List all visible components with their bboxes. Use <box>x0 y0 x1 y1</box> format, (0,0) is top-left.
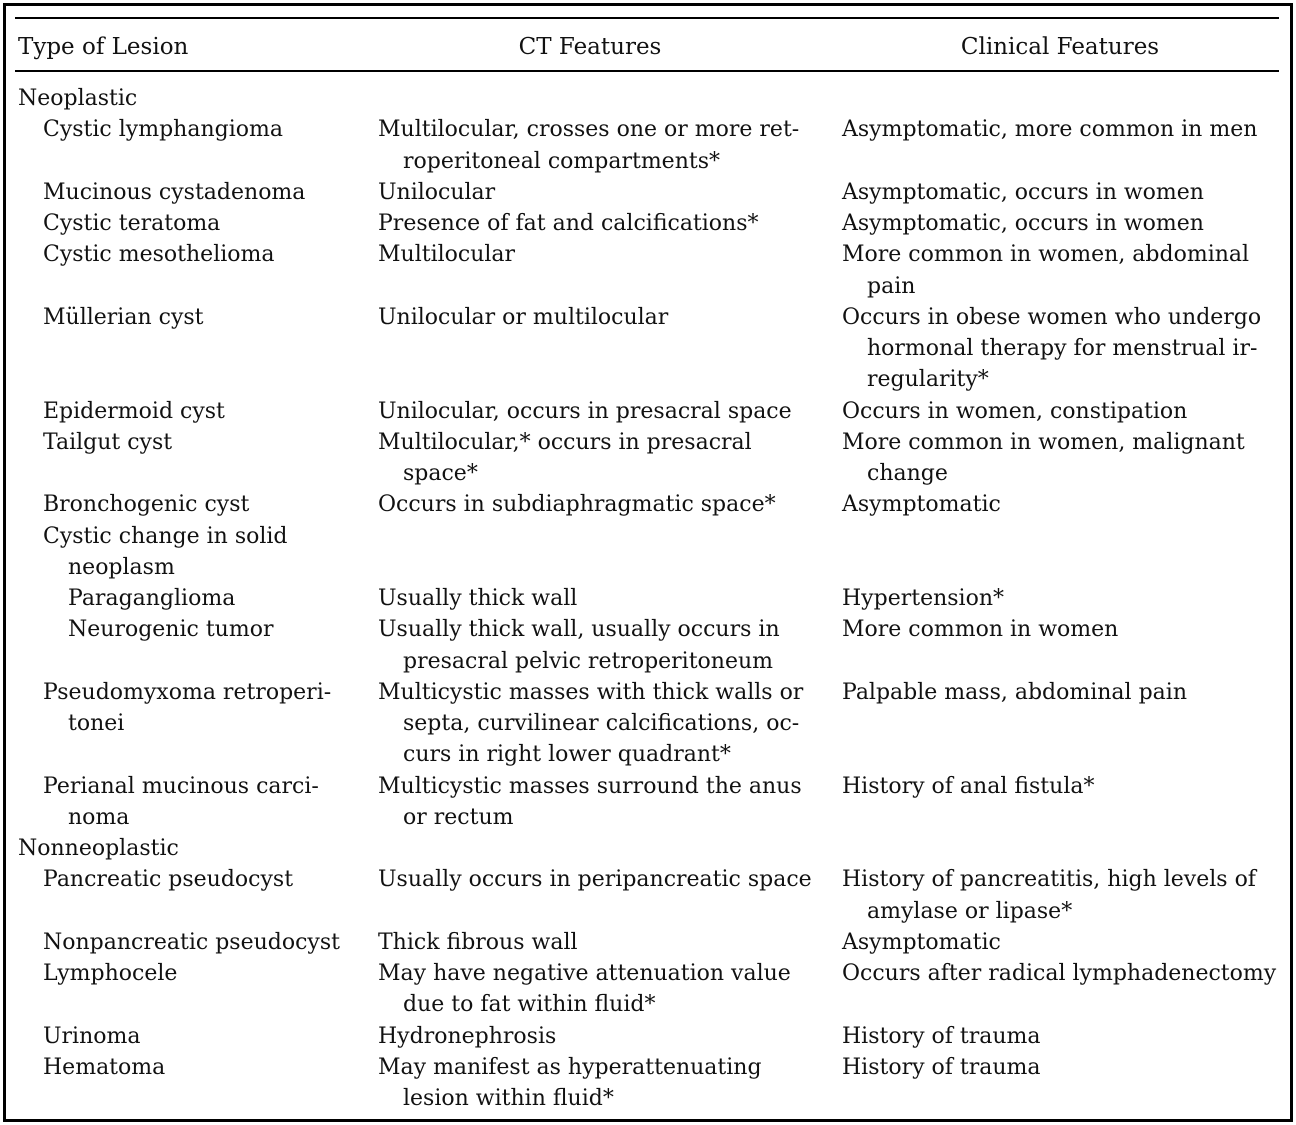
table-row <box>0 1021 1296 1052</box>
cell-line: Asymptomatic <box>842 492 1001 518</box>
cell-ct-features <box>378 864 812 895</box>
cell-lesion-type <box>68 614 273 645</box>
cell-line: More common in women, abdominal <box>842 242 1250 268</box>
table-row <box>0 521 1296 584</box>
cell-line: hormonal therapy for menstrual ir- <box>867 336 1258 361</box>
cell-line: Multilocular,* occurs in presacral <box>378 429 752 455</box>
table-row <box>0 239 1296 302</box>
cell-line: tonei <box>68 711 125 736</box>
cell-line: Occurs in obese women who undergo <box>842 304 1262 330</box>
cell-ct-features <box>378 958 791 1021</box>
cell-clinical-features <box>842 1052 1041 1083</box>
table-row <box>0 614 1296 677</box>
cell-lesion-type <box>43 958 177 989</box>
table-row <box>0 489 1296 520</box>
cell-line: Cystic change in solid <box>43 523 288 549</box>
cell-line: Nonpancreatic pseudocyst <box>43 929 340 955</box>
cell-clinical-features <box>842 864 1256 927</box>
table-row <box>0 396 1296 427</box>
cell-line: presacral pelvic retroperitoneum <box>403 648 774 674</box>
cell-ct-features <box>378 614 780 677</box>
cell-clinical-features <box>842 427 1245 490</box>
cell-line: Asymptomatic, occurs in women <box>842 211 1204 236</box>
cell-line: Hypertension* <box>842 586 1005 611</box>
cell-line: or rectum <box>403 804 514 830</box>
cell-lesion-type <box>43 1052 165 1083</box>
cell-lesion-type <box>43 677 331 740</box>
cell-lesion-type <box>43 177 305 208</box>
cell-ct-features <box>378 927 578 958</box>
cell-line: Occurs after radical lymphadenectomy <box>842 961 1277 986</box>
table-row <box>0 771 1296 834</box>
table-row <box>0 302 1296 396</box>
cell-line: Cystic mesothelioma <box>43 242 275 268</box>
cell-lesion-type <box>43 521 288 584</box>
group-heading <box>18 83 137 114</box>
group-heading <box>18 833 179 864</box>
cell-line: Neoplastic <box>18 86 138 111</box>
cell-line: Asymptomatic <box>842 929 1001 955</box>
cell-line: regularity* <box>867 367 989 393</box>
cell-line: Cystic teratoma <box>43 211 221 236</box>
cell-lesion-type <box>43 927 340 958</box>
cell-line: Unilocular or multilocular <box>378 304 669 330</box>
cell-line: Usually occurs in peripancreatic space <box>378 867 812 893</box>
cell-line: History of anal fistula* <box>842 773 1095 799</box>
cell-lesion-type <box>43 864 293 895</box>
cell-line: Multicystic masses with thick walls or <box>378 679 804 705</box>
cell-ct-features <box>378 177 495 208</box>
cell-line: Thick fibrous wall <box>378 929 578 955</box>
cell-clinical-features <box>842 396 1187 427</box>
table-row <box>0 958 1296 1021</box>
cell-lesion-type <box>68 583 235 614</box>
cell-ct-features <box>378 302 668 333</box>
cell-clinical-features <box>842 583 1004 614</box>
cell-clinical-features <box>842 489 1001 520</box>
cell-clinical-features <box>842 114 1257 145</box>
cell-ct-features <box>378 1021 556 1052</box>
cell-line: Usually thick wall <box>378 586 578 611</box>
column-header-ct: CT Features <box>518 34 662 60</box>
cell-lesion-type <box>43 239 274 270</box>
cell-line: Multilocular <box>378 242 516 268</box>
cell-line: History of trauma <box>842 1054 1041 1080</box>
cell-line: lesion within fluid* <box>403 1086 614 1111</box>
cell-ct-features <box>378 771 802 834</box>
cell-clinical-features <box>842 614 1118 645</box>
cell-line: curs in right lower quadrant* <box>403 742 731 768</box>
table-row <box>0 927 1296 958</box>
cell-ct-features <box>378 677 803 771</box>
cell-line: Paraganglioma <box>68 586 236 611</box>
cell-line: Multilocular, crosses one or more ret- <box>378 117 800 143</box>
cell-lesion-type <box>43 396 225 427</box>
cell-line: Bronchogenic cyst <box>43 492 250 518</box>
cell-lesion-type <box>43 302 204 333</box>
cell-ct-features <box>378 583 577 614</box>
cell-clinical-features <box>842 677 1187 708</box>
cell-line: Occurs in women, constipation <box>842 398 1188 424</box>
cell-line: Mucinous cystadenoma <box>43 179 306 205</box>
top-rule <box>15 17 1279 19</box>
cell-line: Urinoma <box>43 1023 141 1049</box>
cell-line: pain <box>867 273 916 299</box>
column-header-clinical: Clinical Features <box>960 34 1160 60</box>
cell-clinical-features <box>842 927 1001 958</box>
cell-ct-features <box>378 396 792 427</box>
header-rule <box>15 70 1279 72</box>
table-row <box>0 427 1296 490</box>
cell-line: Hematoma <box>43 1054 166 1080</box>
cell-line: due to fat within fluid* <box>403 992 656 1018</box>
cell-line: Müllerian cyst <box>43 304 204 330</box>
cell-ct-features <box>378 114 799 177</box>
table-row <box>0 208 1296 239</box>
cell-clinical-features <box>842 239 1249 302</box>
cell-line: Asymptomatic, more common in men <box>842 117 1258 143</box>
cell-line: noma <box>68 804 130 830</box>
cell-line: change <box>867 461 948 486</box>
cell-ct-features <box>378 1052 762 1115</box>
cell-line: neoplasm <box>68 554 175 580</box>
table-body <box>0 83 1296 1114</box>
cell-clinical-features <box>842 177 1204 208</box>
cell-lesion-type <box>43 489 249 520</box>
cell-clinical-features <box>842 302 1261 396</box>
cell-lesion-type <box>43 1021 141 1052</box>
cell-line: History of trauma <box>842 1023 1041 1049</box>
cell-ct-features <box>378 427 752 490</box>
cell-line: Pancreatic pseudocyst <box>43 867 294 893</box>
cell-ct-features <box>378 208 759 239</box>
cell-line: Neurogenic tumor <box>68 617 274 643</box>
table-row <box>0 864 1296 927</box>
cell-lesion-type <box>43 208 220 239</box>
cell-line: Palpable mass, abdominal pain <box>842 679 1187 705</box>
cell-line: More common in women <box>842 617 1119 643</box>
cell-line: Cystic lymphangioma <box>43 117 283 143</box>
cell-line: space* <box>403 461 478 486</box>
cell-line: Tailgut cyst <box>43 429 173 455</box>
table-row <box>0 177 1296 208</box>
cell-lesion-type <box>43 771 319 834</box>
cell-ct-features <box>378 489 776 520</box>
cell-line: amylase or lipase* <box>867 898 1073 924</box>
cell-lesion-type <box>43 114 283 145</box>
table-group-row <box>0 83 1296 114</box>
cell-line: septa, curvilinear calcifications, oc- <box>403 711 800 736</box>
cell-clinical-features <box>842 1021 1041 1052</box>
cell-line: Usually thick wall, usually occurs in <box>378 617 780 643</box>
table-row <box>0 583 1296 614</box>
cell-ct-features <box>378 239 515 270</box>
cell-lesion-type <box>43 427 172 458</box>
cell-line: May have negative attenuation value <box>378 961 791 986</box>
cell-clinical-features <box>842 208 1204 239</box>
cell-line: More common in women, malignant <box>842 429 1245 455</box>
cell-line: Unilocular <box>378 179 496 205</box>
cell-line: Hydronephrosis <box>378 1023 557 1049</box>
cell-line: Lymphocele <box>43 961 178 986</box>
cell-line: Multicystic masses surround the anus <box>378 773 802 799</box>
cell-line: Pseudomyxoma retroperi- <box>43 679 332 705</box>
cell-line: Occurs in subdiaphragmatic space* <box>378 492 776 518</box>
cell-line: Unilocular, occurs in presacral space <box>378 398 792 424</box>
cell-clinical-features <box>842 958 1276 989</box>
table-row <box>0 677 1296 771</box>
cell-line: Presence of fat and calcifications* <box>378 211 759 236</box>
cell-line: Asymptomatic, occurs in women <box>842 179 1204 205</box>
table-group-row <box>0 833 1296 864</box>
cell-line: May manifest as hyperattenuating <box>378 1054 762 1080</box>
table-row <box>0 114 1296 177</box>
cell-line: History of pancreatitis, high levels of <box>842 867 1256 893</box>
table-row <box>0 1052 1296 1115</box>
cell-clinical-features <box>842 771 1094 802</box>
cell-line: roperitoneal compartments* <box>403 148 721 174</box>
cell-line: Epidermoid cyst <box>43 398 225 424</box>
cell-line: Perianal mucinous carci- <box>43 773 319 799</box>
cell-line: Nonneoplastic <box>18 836 179 861</box>
column-header-lesion: Type of Lesion <box>18 34 189 60</box>
